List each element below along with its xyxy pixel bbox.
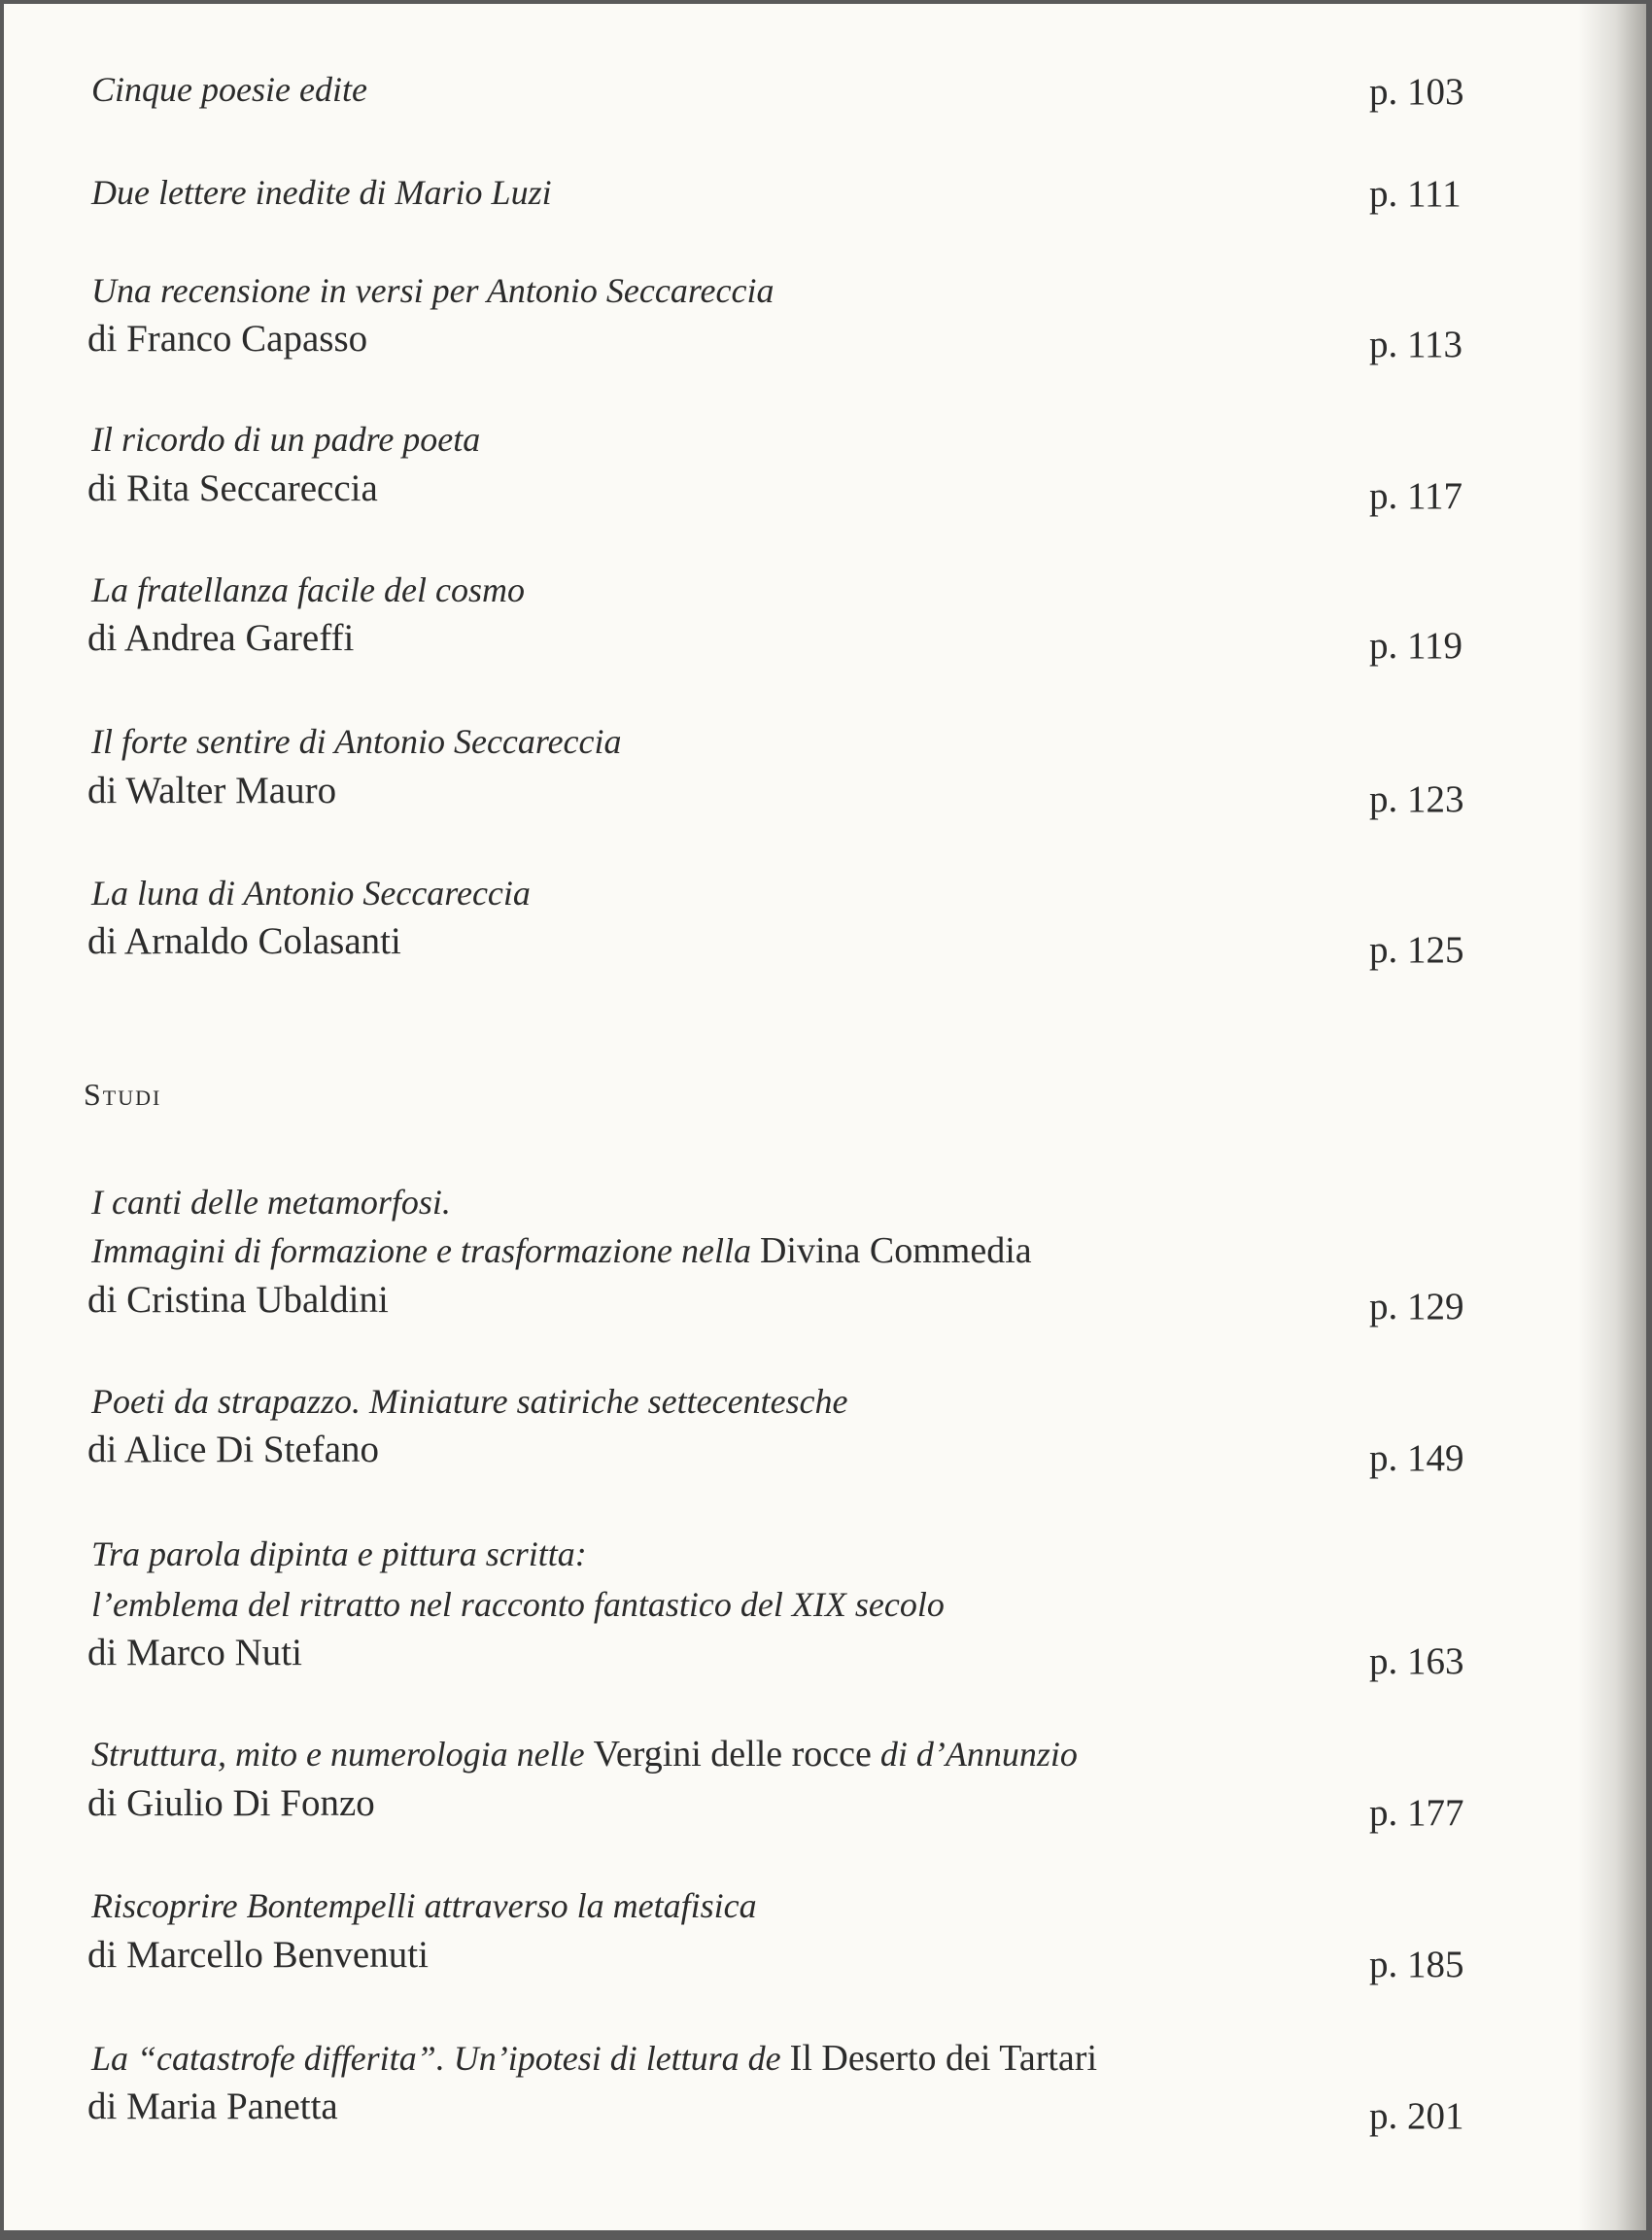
toc-entry-page: p. 185 [1369, 1944, 1464, 1985]
page-edge-shadow [1578, 4, 1646, 2230]
toc-entry-title-line2 [91, 1226, 1032, 1275]
toc-entry-title [91, 2034, 1097, 2083]
toc-entry-author: di Andrea Gareffi [87, 617, 355, 659]
toc-entry-author: di Giulio Di Fonzo [87, 1782, 375, 1824]
toc-entry-author: di Franco Capasso [87, 318, 368, 360]
toc-entry-title: Tra parola dipinta e pittura scritta: [91, 1534, 587, 1573]
toc-entry-title: Cinque poesie edite [91, 70, 367, 109]
toc-entry-author: di Alice Di Stefano [87, 1429, 380, 1470]
toc-entry-title: Il forte sentire di Antonio Seccareccia [91, 722, 622, 761]
toc-entry-page: p. 149 [1369, 1437, 1464, 1479]
toc-entry-page: p. 201 [1369, 2095, 1464, 2137]
work-title: Divina Commedia [759, 1230, 1032, 1271]
section-heading: Studi [84, 1077, 162, 1112]
toc-entry-title: Riscoprire Bontempelli attraverso la metafisica [91, 1886, 757, 1925]
work-title: Il Deserto dei Tartari [789, 2038, 1098, 2079]
toc-entry-title: Una recensione in versi per Antonio Seccareccia [91, 271, 774, 310]
toc-entry-title: Due lettere inedite di Mario Luzi [91, 173, 552, 212]
toc-entry-page: p. 119 [1369, 625, 1463, 667]
toc-entry-page: p. 103 [1369, 71, 1464, 113]
work-title: Vergini delle rocce [593, 1734, 872, 1775]
toc-entry-title: Poeti da strapazzo. Miniature satiriche settecentesche [91, 1382, 848, 1421]
title-italic-part: La “catastrofe differita”. Un’ipotesi di lettura de [91, 2039, 790, 2078]
toc-entry-page: p. 111 [1369, 173, 1462, 215]
toc-entry-title: La fratellanza facile del cosmo [91, 570, 525, 609]
toc-entry-page: p. 113 [1369, 324, 1463, 365]
toc-entry-author: di Maria Panetta [87, 2085, 338, 2127]
title-italic-part: Struttura, mito e numerologia nelle [91, 1735, 594, 1774]
toc-entry-title-line2: l’emblema del ritratto nel racconto fantastico del XIX secolo [91, 1585, 945, 1624]
toc-entry-page: p. 117 [1369, 475, 1463, 517]
toc-entry-author: di Marcello Benvenuti [87, 1934, 429, 1976]
toc-entry-author: di Arnaldo Colasanti [87, 920, 401, 962]
document-page [4, 4, 1646, 2230]
toc-entry-page: p. 163 [1369, 1640, 1464, 1682]
toc-entry-title [91, 1730, 1078, 1778]
toc-entry-page: p. 129 [1369, 1286, 1464, 1327]
toc-entry-page: p. 177 [1369, 1792, 1464, 1834]
toc-entry-title: Il ricordo di un padre poeta [91, 420, 481, 459]
toc-entry-title: I canti delle metamorfosi. [91, 1183, 451, 1222]
toc-entry-author: di Walter Mauro [87, 770, 337, 811]
toc-entry-page: p. 125 [1369, 929, 1464, 971]
toc-entry-author: di Cristina Ubaldini [87, 1279, 389, 1321]
toc-entry-author: di Marco Nuti [87, 1632, 302, 1673]
toc-entry-author: di Rita Seccareccia [87, 467, 378, 509]
title-italic-part: di d’Annunzio [871, 1735, 1078, 1774]
title-italic-part: Immagini di formazione e trasformazione nella [91, 1231, 760, 1270]
toc-entry-title: La luna di Antonio Seccareccia [91, 874, 531, 913]
toc-entry-page: p. 123 [1369, 778, 1464, 820]
